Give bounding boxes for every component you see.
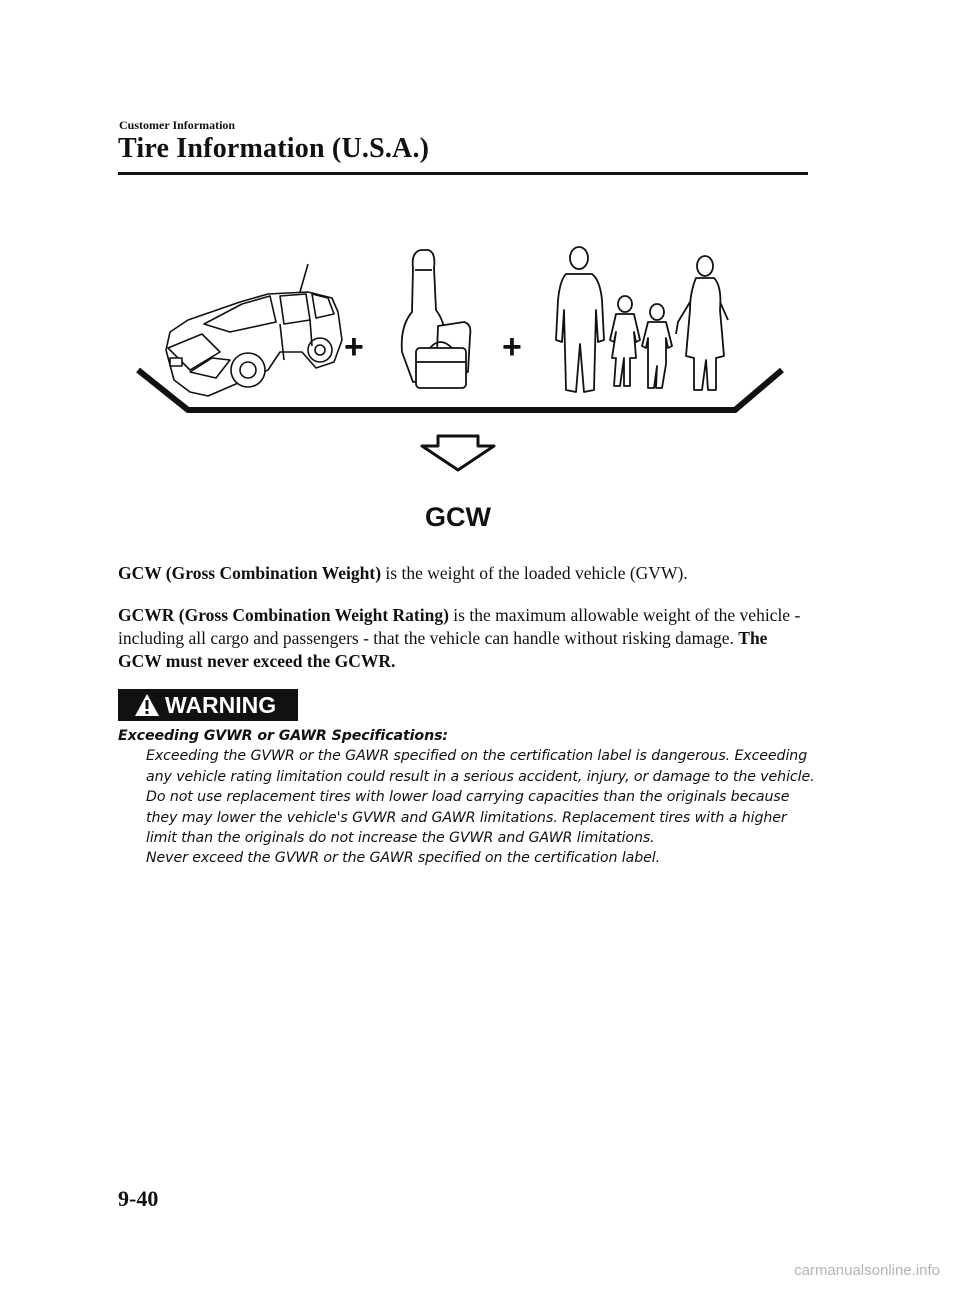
gcwr-term: GCWR (Gross Combination Weight Rating) — [118, 605, 449, 625]
title-rule — [118, 172, 808, 175]
warning-heading: Exceeding GVWR or GAWR Specifications: — [118, 728, 448, 744]
gcwr-emphasis: The GCW must never exceed the GCWR. — [118, 628, 768, 671]
family-image — [556, 247, 728, 392]
down-arrow-icon — [422, 436, 498, 470]
warning-body — [118, 726, 818, 869]
watermark: carmanualsonline.info — [794, 1262, 940, 1279]
section-label: Customer Information — [119, 118, 236, 132]
warning-line: Do not use replacement tires with lower load carrying capacities than the originals because they may lower the vehicle's GVWR and GAWR limitations. Replacement tires with a higher limit than the originals do not increase the GVWR and GAWR limitations. — [146, 789, 790, 847]
gcw-illustration — [130, 240, 790, 540]
warning-badge — [118, 689, 298, 721]
gcw-definition-text: is the weight of the loaded vehicle (GVW). — [381, 563, 688, 583]
warning-label: WARNING — [165, 692, 277, 718]
minivan-image — [166, 264, 342, 396]
gcwr-definition-text: is the maximum allowable weight of the vehicle - including all cargo and passengers - that the vehicle can handle without risking damage. — [118, 605, 801, 648]
warning-icon — [134, 693, 160, 717]
gcw-definition — [118, 562, 808, 585]
plus-symbol-left: + — [344, 328, 364, 366]
page-number: 9-40 — [118, 1186, 159, 1211]
gcw-label: GCW — [425, 502, 491, 532]
page-title: Tire Information (U.S.A.) — [118, 133, 430, 164]
warning-line: Never exceed the GVWR or the GAWR specified on the certification label. — [146, 850, 660, 867]
luggage-image — [402, 250, 471, 388]
plus-symbol-right: + — [502, 328, 522, 366]
gcwr-definition — [118, 604, 808, 673]
warning-line: Exceeding the GVWR or the GAWR specified on the certification label is dangerous. Exceeding any vehicle rating limitation could result in a serious accident, injury, or damage to the vehicle. — [146, 748, 815, 785]
gcw-term: GCW (Gross Combination Weight) — [118, 563, 382, 583]
